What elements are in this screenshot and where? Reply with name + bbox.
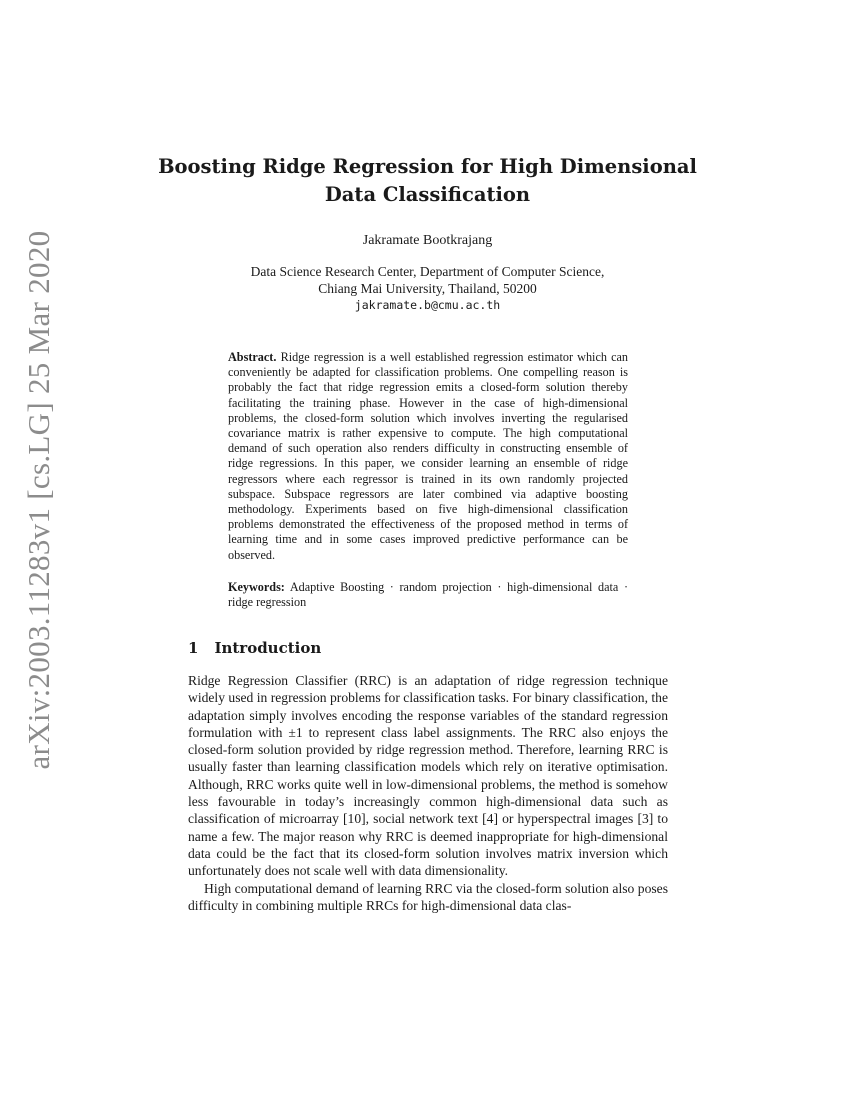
title-line-1: Boosting Ridge Regression for High Dimensional — [158, 155, 697, 178]
body-paragraph-1: Ridge Regression Classifier (RRC) is an adaptation of ridge regression technique widely used in regression problems for classification tasks. For binary classification, the adaptation simply involves encoding the response variables of the standard regression formulation with ±1 to represent class label assignments. The RRC also enjoys the closed-form solution provided by ridge regression method. Therefore, learning RRC is usually faster than learning classification models which rely on iterative optimisation. Although, RRC works quite well in low-dimensional problems, the method is somehow less favourable in today’s increasingly common high-dimensional data such as classification of microarray [10], social network text [4] or hyperspectral images [3] to name a few. The major reason why RRC is deemed inappropriate for high-dimensional data could be the fact that its closed-form solution involves matrix inversion which unfortunately does not scale well with data dimensionality. — [188, 673, 668, 879]
title-line-2: Data Classification — [324, 183, 531, 206]
author-email: jakramate.b@cmu.ac.th — [354, 298, 501, 312]
abstract — [228, 350, 628, 563]
author-affiliation — [150, 263, 705, 314]
section-heading-introduction — [188, 639, 321, 657]
abstract-label: Abstract. — [228, 350, 277, 364]
introduction-body — [188, 672, 668, 914]
section-number: 1 — [188, 639, 199, 657]
paper-title — [150, 153, 705, 209]
keywords-text: Adaptive Boosting · random projection · high-dimensional data · ridge regression — [228, 580, 629, 610]
abstract-text: Ridge regression is a well established regression estimator which can conveniently be adapted for classification problems. One compelling reason is probably the fact that ridge regression emits a closed-form solution thereby facilitating the training phase. However in the case of high-dimensional problems, the closed-form solution which involves inverting the regularised covariance matrix is rather expensive to compute. The high computational demand of such operation also renders difficulty in constructing ensemble of ridge regressions. In this paper, we consider learning an ensemble of ridge regressors where each regressor is trained in its own randomly projected subspace. Subspace regressors are later combined via adaptive boosting methodology. Experiments based on five high-dimensional classification problems demonstrated the effectiveness of the proposed method in terms of learning time and in some cases improved predictive performance can be observed. — [228, 350, 629, 562]
keywords-label: Keywords: — [228, 580, 285, 594]
affiliation-line-2: Chiang Mai University, Thailand, 50200 — [318, 281, 537, 296]
section-title: Introduction — [214, 639, 322, 657]
arxiv-identifier-stamp: arXiv:2003.11283v1 [cs.LG] 25 Mar 2020 — [21, 230, 56, 770]
author-name: Jakramate Bootkrajang — [362, 233, 493, 248]
body-paragraph-2: High computational demand of learning RRC via the closed-form solution also poses difficulty in combining multiple RRCs for high-dimensional data clas- — [188, 880, 668, 913]
keywords — [228, 580, 628, 610]
affiliation-line-1: Data Science Research Center, Department of Computer Science, — [250, 264, 605, 279]
